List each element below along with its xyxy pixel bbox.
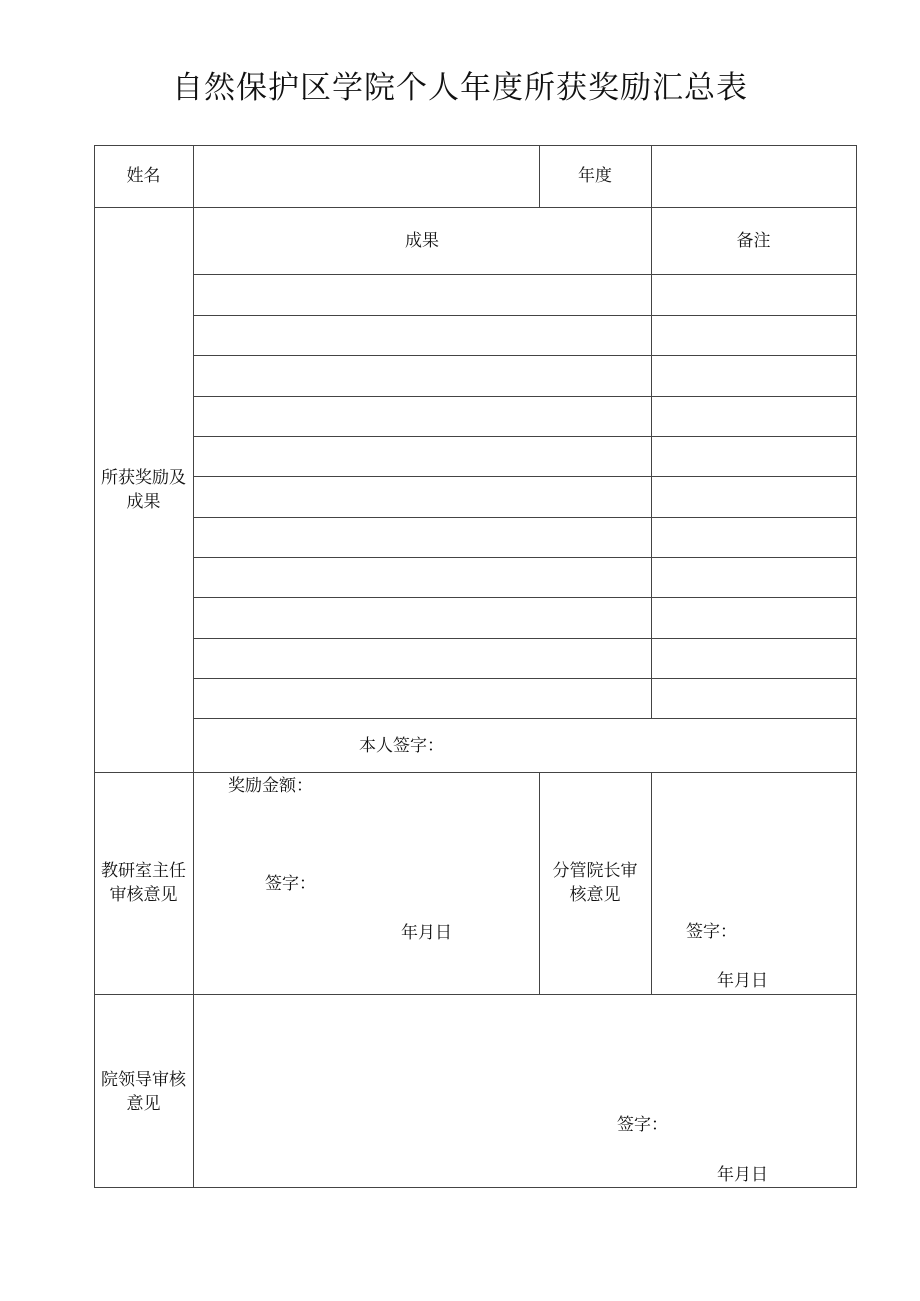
award-remark-cell-4[interactable] xyxy=(652,397,856,436)
award-remark-cell-11[interactable] xyxy=(652,679,856,718)
award-remark-cell-6[interactable] xyxy=(652,477,856,517)
table-border-left xyxy=(94,145,95,1188)
name-field[interactable] xyxy=(194,146,539,207)
award-remark-cell-10[interactable] xyxy=(652,639,856,678)
column-header-remark: 备注 xyxy=(736,231,771,251)
award-result-cell-4[interactable] xyxy=(194,397,651,436)
table-border-right xyxy=(856,145,857,1188)
year-field[interactable] xyxy=(652,146,856,207)
awards-section-label-line1: 所获奖励及 xyxy=(101,468,186,488)
college-leader-label-line1: 院领导审核 xyxy=(101,1070,186,1090)
column-header-result: 成果 xyxy=(405,231,439,251)
award-result-cell-3[interactable] xyxy=(194,356,651,396)
awards-section-label-line2: 成果 xyxy=(126,492,161,512)
teaching-office-signature-label: 签字： xyxy=(265,874,316,894)
teaching-office-date-label: 年月日 xyxy=(401,923,452,943)
vice-dean-signature-label: 签字： xyxy=(686,922,737,942)
award-remark-cell-7[interactable] xyxy=(652,518,856,557)
row-divider xyxy=(94,207,857,208)
award-result-cell-11[interactable] xyxy=(194,679,651,718)
college-leader-date-label: 年月日 xyxy=(717,1165,768,1185)
name-label: 姓名 xyxy=(126,166,161,186)
award-result-cell-1[interactable] xyxy=(194,275,651,315)
award-amount-label: 奖励金额： xyxy=(228,776,313,796)
college-leader-signature-label: 签字： xyxy=(617,1115,668,1135)
award-result-cell-7[interactable] xyxy=(194,518,651,557)
teaching-office-label-line1: 教研室主任 xyxy=(101,861,186,881)
award-result-cell-5[interactable] xyxy=(194,437,651,476)
row-divider xyxy=(193,718,857,719)
self-signature-label: 本人签字： xyxy=(359,736,444,756)
teaching-office-label-line2: 审核意见 xyxy=(109,885,178,905)
award-result-cell-6[interactable] xyxy=(194,477,651,517)
vice-dean-label-line1: 分管院长审 xyxy=(552,861,638,881)
col-divider xyxy=(651,772,652,995)
award-remark-cell-3[interactable] xyxy=(652,356,856,396)
award-result-cell-2[interactable] xyxy=(194,316,651,355)
row-divider xyxy=(94,772,857,773)
award-result-cell-9[interactable] xyxy=(194,598,651,638)
award-remark-cell-8[interactable] xyxy=(652,558,856,597)
award-result-cell-10[interactable] xyxy=(194,639,651,678)
award-remark-cell-5[interactable] xyxy=(652,437,856,476)
award-result-cell-8[interactable] xyxy=(194,558,651,597)
award-remark-cell-1[interactable] xyxy=(652,275,856,315)
college-leader-label-line2: 意见 xyxy=(126,1094,161,1114)
award-remark-cell-9[interactable] xyxy=(652,598,856,638)
page-title: 自然保护区学院个人年度所获奖励汇总表 xyxy=(172,70,748,106)
vice-dean-label-line2: 核意见 xyxy=(569,885,621,905)
vice-dean-date-label: 年月日 xyxy=(717,971,768,991)
row-divider xyxy=(94,994,857,995)
year-label: 年度 xyxy=(578,166,612,186)
award-remark-cell-2[interactable] xyxy=(652,316,856,355)
